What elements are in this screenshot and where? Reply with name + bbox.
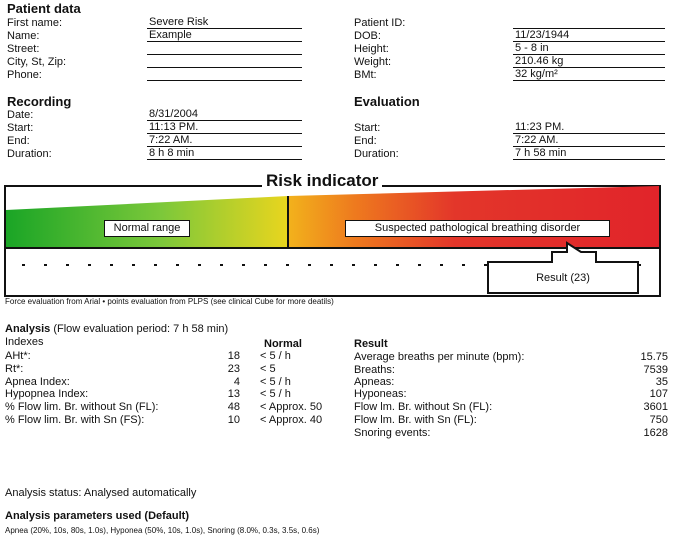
- analysis-heading: [5, 323, 228, 335]
- patient-data-heading: Patient data: [7, 1, 81, 16]
- index-value: 48: [227, 401, 240, 413]
- index-value: 13: [227, 388, 240, 400]
- result-row-value: 15.75: [640, 351, 668, 363]
- index-label: Hypopnea Index:: [5, 388, 89, 400]
- result-label: Result (23): [536, 272, 590, 284]
- height-label: Height:: [354, 43, 389, 55]
- first-name-value: Severe Risk: [147, 16, 302, 29]
- index-normal: < Approx. 40: [260, 414, 323, 426]
- recording-duration-value: 8 h 8 min: [147, 147, 302, 160]
- risk-indicator-title: Risk indicator: [262, 171, 382, 191]
- result-row-value: 7539: [643, 364, 668, 376]
- street-label: Street:: [7, 43, 40, 55]
- recording-date-label: Date:: [7, 109, 34, 121]
- evaluation-end-value: 7:22 AM.: [513, 134, 665, 147]
- index-label: % Flow lim. Br. with Sn (FS):: [5, 414, 145, 426]
- normal-range-label: Normal range: [104, 220, 190, 237]
- result-row-label: Breaths:: [354, 364, 395, 376]
- index-value: 10: [227, 414, 240, 426]
- index-normal: < Approx. 50: [260, 401, 323, 413]
- weight-label: Weight:: [354, 56, 392, 68]
- result-row-value: 35: [655, 376, 668, 388]
- index-label: AHt*:: [5, 350, 31, 362]
- result-row-value: 750: [649, 414, 668, 426]
- dob-label: DOB:: [354, 30, 381, 42]
- result-header: Result: [354, 338, 388, 350]
- name-label: Name:: [7, 30, 40, 42]
- index-label: Apnea Index:: [5, 376, 70, 388]
- recording-date-value: 8/31/2004: [147, 108, 302, 121]
- evaluation-start-label: Start:: [354, 122, 381, 134]
- index-normal: < 5 / h: [260, 388, 291, 400]
- phone-label: Phone:: [7, 69, 42, 81]
- city-value: [147, 55, 302, 68]
- evaluation-heading: Evaluation: [354, 94, 420, 109]
- bmi-label: BMt:: [354, 69, 377, 81]
- result-row-value: 107: [649, 388, 668, 400]
- patient-id-value: [513, 16, 665, 29]
- recording-start-label: Start:: [7, 122, 34, 134]
- risk-footnote: Force evaluation from Arial • points evaluation from PLPS (see clinical Cube for more deatils): [5, 297, 334, 306]
- street-value: [147, 42, 302, 55]
- index-value: 4: [233, 376, 240, 388]
- dob-value: 11/23/1944: [513, 29, 665, 42]
- recording-duration-label: Duration:: [7, 148, 52, 160]
- recording-start-value: 11:13 PM.: [147, 121, 302, 134]
- analysis-heading-bold: Analysis: [5, 323, 51, 335]
- recording-heading: Recording: [7, 94, 72, 109]
- normal-header: Normal: [264, 338, 302, 350]
- evaluation-end-label: End:: [354, 135, 377, 147]
- result-row-label: Flow lm. Br. with Sn (FL):: [354, 414, 477, 426]
- analysis-heading-period: (Flow evaluation period: 7 h 58 min): [53, 323, 229, 335]
- indexes-header: Indexes: [5, 336, 44, 348]
- result-row-label: Apneas:: [354, 376, 395, 388]
- result-row-label: Hyponeas:: [354, 388, 407, 400]
- evaluation-duration-label: Duration:: [354, 148, 399, 160]
- index-label: Rt*:: [5, 363, 24, 375]
- patient-id-label: Patient ID:: [354, 17, 406, 29]
- index-normal: < 5 / h: [260, 350, 291, 362]
- pathological-label: Suspected pathological breathing disorder: [345, 220, 610, 237]
- pathological-band: [288, 186, 659, 248]
- height-value: 5 - 8 in: [513, 42, 665, 55]
- first-name-label: First name:: [7, 17, 63, 29]
- analysis-status: Analysis status: Analysed automatically: [5, 487, 197, 499]
- result-row-label: Average breaths per minute (bpm):: [354, 351, 525, 363]
- analysis-params-heading: Analysis parameters used (Default): [5, 510, 190, 522]
- result-row-label: Snoring events:: [354, 427, 431, 439]
- phone-value: [147, 68, 302, 81]
- weight-value: 210.46 kg: [513, 55, 665, 68]
- result-row-label: Flow lm. Br. without Sn (FL):: [354, 401, 493, 413]
- index-normal: < 5 / h: [260, 376, 291, 388]
- evaluation-duration-value: 7 h 58 min: [513, 147, 665, 160]
- analysis-params: Apnea (20%, 10s, 80s, 1.0s), Hyponea (50%, 10s, 1.0s), Snoring (8.0%, 0.3s, 3.5s, 0.6s): [5, 526, 320, 535]
- index-value: 23: [227, 363, 240, 375]
- city-label: City, St, Zip:: [7, 56, 67, 68]
- recording-end-label: End:: [7, 135, 30, 147]
- index-value: 18: [227, 350, 240, 362]
- index-label: % Flow lim. Br. without Sn (FL):: [5, 401, 159, 413]
- result-row-value: 3601: [643, 401, 668, 413]
- evaluation-start-value: 11:23 PM.: [513, 121, 665, 134]
- recording-end-value: 7:22 AM.: [147, 134, 302, 147]
- index-normal: < 5: [260, 363, 276, 375]
- name-value: Example: [147, 29, 302, 42]
- result-row-value: 1628: [643, 427, 668, 439]
- bmi-value: 32 kg/m²: [513, 68, 665, 81]
